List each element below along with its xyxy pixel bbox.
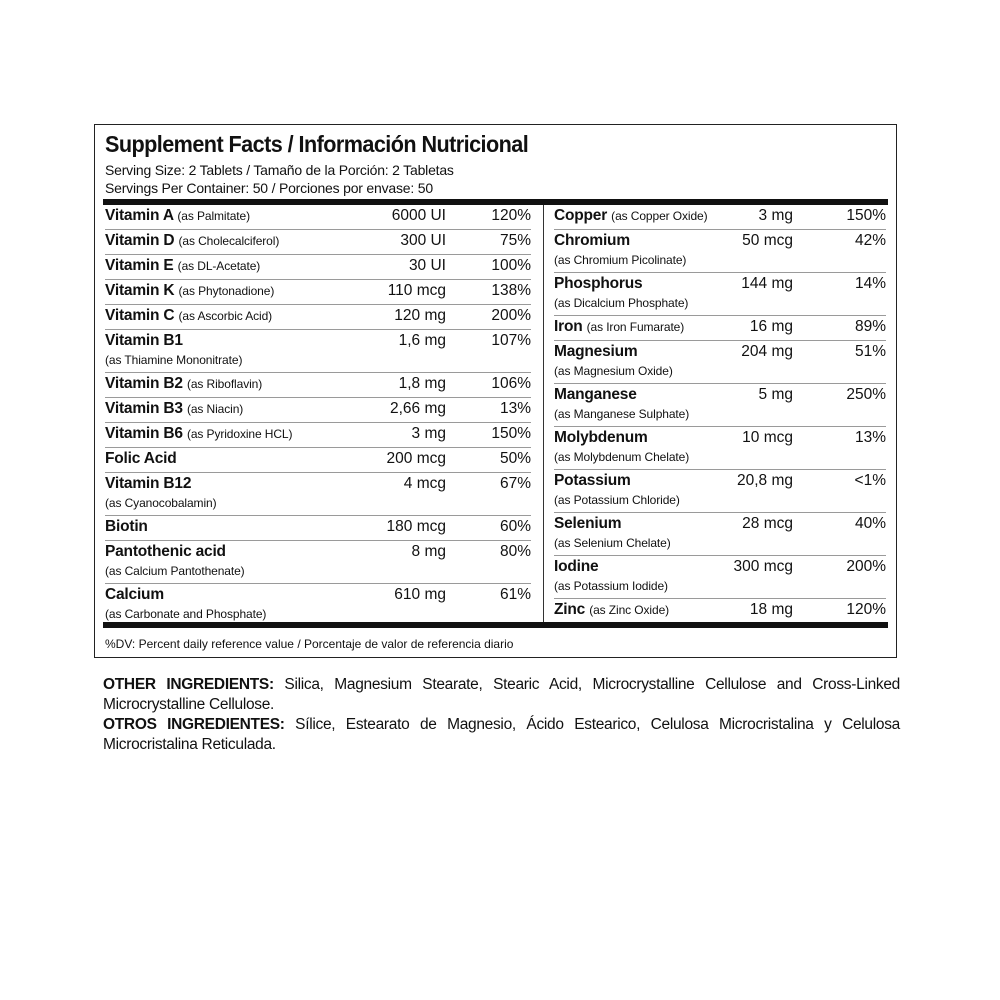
nutrient-amount: 2,66 mg (389, 400, 446, 417)
nutrient-daily-value: 107% (491, 332, 531, 349)
nutrient-name (554, 429, 648, 447)
nutrient-daily-value: <1% (854, 472, 886, 489)
nutrient-daily-value: 89% (854, 318, 886, 335)
nutrient-row (105, 330, 531, 373)
nutrient-amount: 110 mcg (387, 282, 446, 299)
ingredients-block (103, 675, 900, 755)
nutrient-amount: 6000 UI (391, 207, 446, 224)
nutrient-daily-value: 50% (499, 450, 531, 467)
panel-title: Supplement Facts / Información Nutricional (105, 131, 529, 157)
nutrient-row (554, 384, 886, 427)
nutrient-label: Copper (554, 207, 608, 224)
nutrient-amount: 28 mcg (742, 515, 793, 532)
nutrient-amount: 144 mg (741, 275, 793, 292)
nutrient-label: Vitamin B12 (105, 475, 192, 492)
nutrient-label: Calcium (105, 586, 164, 603)
dv-footnote: %DV: Percent daily reference value / Porcentaje de valor de referencia diario (105, 637, 514, 651)
nutrient-daily-value: 150% (846, 207, 886, 224)
nutrient-amount: 200 mcg (386, 450, 446, 467)
otros-ingredientes-text: Sílice, Estearato de Magnesio, Ácido Estearico, Celulosa Microcristalina y Celulosa Microcristalina Reticulada. (103, 716, 900, 753)
serving-size: Serving Size: 2 Tablets / Tamaño de la Porción: 2 Tabletas (105, 162, 454, 178)
nutrient-row (105, 398, 531, 423)
nutrient-label: Magnesium (554, 343, 638, 360)
nutrient-row (554, 316, 886, 341)
nutrient-daily-value: 51% (854, 343, 886, 360)
nutrient-name (105, 425, 292, 443)
nutrient-daily-value: 60% (499, 518, 531, 535)
nutrient-daily-value: 138% (491, 282, 531, 299)
nutrient-source: (as Potassium Chloride) (554, 493, 680, 507)
nutrient-name (105, 232, 279, 250)
nutrient-daily-value: 120% (491, 207, 531, 224)
nutrient-amount: 30 UI (408, 257, 446, 274)
nutrient-name (105, 518, 148, 536)
nutrient-label: Vitamin K (105, 282, 175, 299)
nutrient-label: Vitamin E (105, 257, 174, 274)
nutrient-label: Vitamin B2 (105, 375, 183, 392)
nutrient-source: (as Cholecalciferol) (178, 234, 280, 248)
nutrient-name (105, 400, 243, 418)
nutrient-row (554, 341, 886, 384)
nutrient-amount: 120 mg (394, 307, 446, 324)
nutrient-amount: 204 mg (741, 343, 793, 360)
nutrient-label: Chromium (554, 232, 630, 249)
nutrient-daily-value: 120% (846, 601, 886, 618)
bottom-rule (103, 622, 888, 628)
nutrient-daily-value: 42% (854, 232, 886, 249)
nutrient-amount: 50 mcg (742, 232, 793, 249)
nutrient-row (105, 280, 531, 305)
nutrient-source: (as Molybdenum Chelate) (554, 450, 690, 464)
nutrient-amount: 18 mg (749, 601, 793, 618)
nutrient-row (554, 427, 886, 470)
nutrient-daily-value: 13% (499, 400, 531, 417)
nutrient-name (554, 343, 637, 361)
nutrient-row (105, 255, 531, 280)
nutrient-row (105, 448, 531, 473)
nutrient-source: (as Palmitate) (177, 209, 250, 223)
nutrient-label: Manganese (554, 386, 637, 403)
nutrient-label: Vitamin C (105, 307, 175, 324)
nutrient-daily-value: 250% (846, 386, 886, 403)
nutrient-label: Iodine (554, 558, 599, 575)
nutrient-name (554, 386, 637, 404)
nutrient-name (105, 543, 226, 561)
nutrient-amount: 8 mg (411, 543, 446, 560)
nutrient-name (105, 207, 250, 225)
nutrient-daily-value: 80% (499, 543, 531, 560)
nutrient-daily-value: 13% (854, 429, 886, 446)
nutrient-row (554, 205, 886, 230)
nutrient-name (554, 232, 630, 250)
nutrient-name (554, 558, 598, 576)
nutrient-label: Vitamin A (105, 207, 174, 224)
nutrient-daily-value: 100% (491, 257, 531, 274)
nutrient-name (554, 275, 642, 293)
nutrient-source: (as Dicalcium Phosphate) (554, 296, 689, 310)
nutrient-daily-value: 106% (491, 375, 531, 392)
nutrient-name (554, 472, 631, 490)
nutrient-amount: 300 UI (400, 232, 446, 249)
nutrient-amount: 16 mg (749, 318, 793, 335)
nutrient-row (554, 273, 886, 316)
nutrient-row (554, 513, 886, 556)
nutrient-row (105, 584, 531, 627)
nutrient-name (105, 375, 262, 393)
nutrient-label: Vitamin B6 (105, 425, 183, 442)
nutrient-name (554, 515, 621, 533)
nutrient-row (105, 373, 531, 398)
nutrient-amount: 1,8 mg (398, 375, 446, 392)
nutrient-row (105, 423, 531, 448)
nutrient-label: Folic Acid (105, 450, 177, 467)
nutrient-name (554, 207, 708, 225)
nutrient-source: (as Copper Oxide) (611, 209, 708, 223)
nutrient-label: Phosphorus (554, 275, 643, 292)
nutrient-amount: 610 mg (394, 586, 446, 603)
nutrient-name (105, 586, 164, 604)
nutrient-label: Vitamin D (105, 232, 175, 249)
nutrient-label: Biotin (105, 518, 148, 535)
other-ingredients-text: Silica, Magnesium Stearate, Stearic Acid, Microcrystalline Cellulose and Cross-Linked Microcrystalline Cellulose. (103, 676, 900, 713)
nutrient-row (105, 205, 531, 230)
nutrient-source: (as Carbonate and Phosphate) (105, 607, 267, 621)
nutrient-row (554, 230, 886, 273)
nutrient-label: Selenium (554, 515, 622, 532)
column-divider (543, 205, 544, 622)
nutrient-source: (as Phytonadione) (178, 284, 275, 298)
otros-ingredientes-label: OTROS INGREDIENTES: (103, 716, 285, 733)
nutrient-amount: 3 mg (758, 207, 793, 224)
nutrient-label: Vitamin B3 (105, 400, 183, 417)
other-ingredients-label: OTHER INGREDIENTS: (103, 676, 274, 693)
other-ingredients-es (103, 715, 900, 755)
nutrient-name (105, 475, 191, 493)
nutrient-amount: 10 mcg (742, 429, 793, 446)
nutrient-source: (as Selenium Chelate) (554, 536, 671, 550)
nutrient-row (105, 230, 531, 255)
nutrient-source: (as DL-Acetate) (177, 259, 261, 273)
nutrient-label: Vitamin B1 (105, 332, 183, 349)
nutrient-row (554, 470, 886, 513)
nutrient-label: Zinc (554, 601, 586, 618)
nutrient-daily-value: 200% (491, 307, 531, 324)
nutrient-source: (as Ascorbic Acid) (178, 309, 273, 323)
nutrient-amount: 20,8 mg (736, 472, 793, 489)
nutrient-source: (as Calcium Pantothenate) (105, 564, 245, 578)
nutrient-label: Molybdenum (554, 429, 648, 446)
nutrient-source: (as Magnesium Oxide) (554, 364, 673, 378)
nutrient-row (105, 516, 531, 541)
nutrient-source: (as Manganese Sulphate) (554, 407, 690, 421)
nutrient-amount: 3 mg (411, 425, 446, 442)
nutrient-amount: 180 mcg (386, 518, 446, 535)
other-ingredients-en (103, 675, 900, 715)
nutrient-daily-value: 75% (499, 232, 531, 249)
nutrient-name (105, 282, 274, 300)
nutrient-daily-value: 150% (491, 425, 531, 442)
nutrient-source: (as Thiamine Mononitrate) (105, 353, 243, 367)
nutrient-name (105, 332, 183, 350)
nutrient-source: (as Zinc Oxide) (589, 603, 670, 617)
nutrient-source: (as Riboflavin) (186, 377, 263, 391)
nutrient-name (554, 601, 669, 619)
nutrient-daily-value: 40% (854, 515, 886, 532)
nutrient-row (554, 556, 886, 599)
nutrient-daily-value: 61% (499, 586, 531, 603)
nutrient-label: Iron (554, 318, 583, 335)
nutrient-name (105, 257, 260, 275)
nutrient-label: Pantothenic acid (105, 543, 226, 560)
nutrient-source: (as Chromium Picolinate) (554, 253, 687, 267)
nutrient-daily-value: 14% (854, 275, 886, 292)
nutrient-daily-value: 200% (846, 558, 886, 575)
nutrient-row (105, 541, 531, 584)
nutrient-row (554, 599, 886, 624)
servings-per-container: Servings Per Container: 50 / Porciones por envase: 50 (105, 180, 433, 196)
nutrient-name (105, 307, 272, 325)
nutrient-daily-value: 67% (499, 475, 531, 492)
nutrient-source: (as Niacin) (186, 402, 244, 416)
nutrient-row (105, 473, 531, 516)
nutrient-amount: 300 mcg (733, 558, 793, 575)
nutrient-source: (as Iron Fumarate) (586, 320, 685, 334)
nutrient-label: Potassium (554, 472, 631, 489)
right-nutrient-column (554, 205, 886, 622)
supplement-facts-panel (94, 124, 897, 658)
nutrient-name (554, 318, 684, 336)
nutrient-source: (as Pyridoxine HCL) (186, 427, 293, 441)
nutrient-name (105, 450, 177, 468)
nutrient-source: (as Potassium Iodide) (554, 579, 668, 593)
nutrient-source: (as Cyanocobalamin) (105, 496, 217, 510)
nutrient-amount: 4 mcg (403, 475, 446, 492)
nutrient-amount: 5 mg (758, 386, 793, 403)
nutrient-row (105, 305, 531, 330)
left-nutrient-column (105, 205, 531, 622)
nutrient-amount: 1,6 mg (398, 332, 446, 349)
